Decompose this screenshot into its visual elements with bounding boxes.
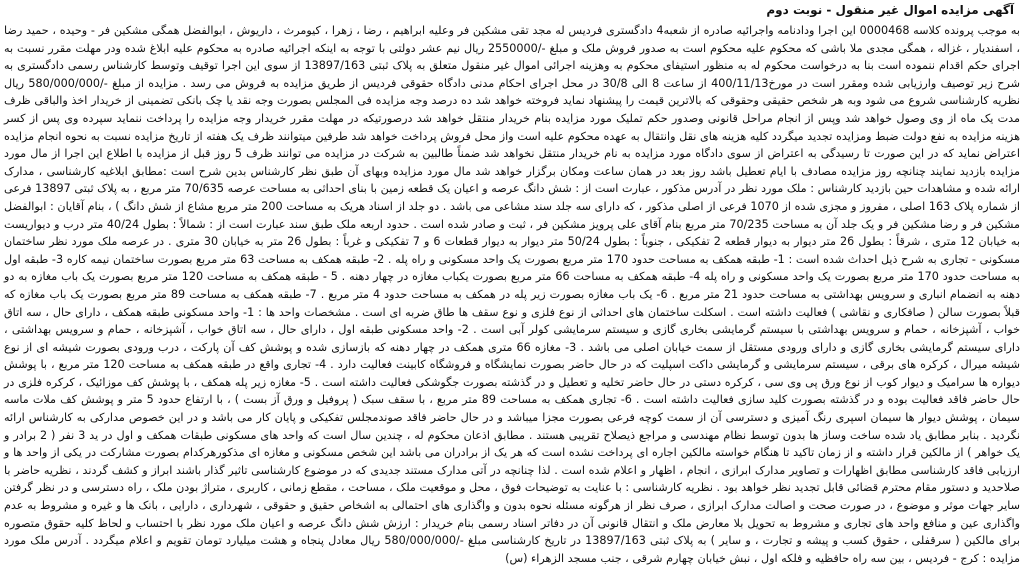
notice-title: آگهی مزایده اموال غیر منقول - نوبت دوم: [766, 3, 1014, 17]
notice-body: به موجب پرونده کلاسه 0000468 این اجرا ودادنامه واجرائیه صادره از شعبه4 دادگستری فردیس له مجد تقی مشکین فر وعلیه ابراهیم ، رضا ، زهرا ، کیومرث ، داریوش ، ابوالفضل همگی مشکین فر - وحیده ، حمید رضا ، اسفندیار ، غزاله ، همگی مجدی ملا باشی که محکوم علیه محکوم است به صدور فروش ملک و مبلغ -/2550000 ریال نیم عشر دولتی با توجه به اینکه اجرائیه صادره به محکوم علیه ابلاغ شده ودر مهلت مقرر نسبت به اجرای حکم اقدام ننموده است بنا به درخواست محکوم له به منظور استیفای محکوم به وهزینه اجرائی اموال غیر منقول متعلق به پلاک ثبتی 13897/163 از سوی این اجرا توقیف وتوسط کارشناس رسمی دادگستری به شرح زیر توصیف وارزیابی شده ومقرر است در مورخ400/11/13 از ساعت 8 الی 30/8 در محل اجرای احکام مدنی دادگاه حقوقی فردیس از طریق مزایده به فروش می رسد . مزایده از مبلغ -/580/000/000 ریال نظریه کارشناسی شروع می شود وبه هر شخص حقیقی وحقوقی که بالاترین قیمت را پیشنهاد نماید فروخته خواهد شد ده درصد وجه مزایده فی المجلس بصورت وجه نقد یا چک بانکی تضمینی از خریدار اخذ والباقی ظرف مدت یک ماه از وی وصول خواهد شد وپس از انجام مراحل قانونی وصدور حکم تملیک مورد مزایده بنام خریدار منتقل خواهد شد درصورتیکه در مهلت مقرر خریدار وجه مزایده را پرداخت ننماید سپرده وی پس از کسر هزینه مزایده به نفع دولت ضبط ومزایده تجدید میگردد کلیه هزینه های نقل وانتقال به عهده محکوم علیه است واز محل فروش پرداخت خواهد شد طرفین میتوانند ظرف یک هفته از تاریخ مزایده نسبت به نحوه انجام مزایده اعتراض نماید که در این صورت تا رسیدگی به اعتراض از سوی دادگاه مورد مزایده به نام خریدار منتقل نخواهد شد ضمناً طالبین به شرکت در مزایده می توانند ظرف 5 روز قبل از مزایده با اطلاع این اجرا از مال مورد مزایده بازدید نمایند چنانچه روز مزایده مصادف با ایام تعطیل باشد روز بعد در همان ساعت ومکان برگزار خواهد شد مال مورد مزایده وبهای آن طبق نظر کارشناس بدین شرح است :مطابق ابلاغیه کارشناسی ، مدارک ارائه شده و مشاهدات حین بازدید کارشناس : ملک مورد نظر در آدرس مذکور ، عبارت است از : شش دانگ عرصه و اعیان یک قطعه زمین با بنای احداثی به مساحت عرصه 70/635 متر مربع ، به پلاک ثبتی 13897 فرعی از شماره پلاک 163 اصلی ، مفروز و مجزی شده از 1070 فرعی از اصلی مذکور ، که دارای سه جلد سند مشاعی می باشد . دو جلد از اسناد هریک به مساحت 200 متر مربع مشاع از شش دانگ ) ، بنام آقایان : ابوالفضل مشکین فر و رضا مشکین فر و یک جلد آن به مساحت 70/235 متر مربع بنام آقای علی پرویز مشکین فر ، ثبت و صادر شده است . حدود اربعه ملک طبق سند عبارت است از : شمالاً : بطول 40/24 متر درب و دیواریست به خیابان 12 متری ، شرقاً : بطول 26 متر دیوار به دیوار قطعه 2 تفکیکی ، جنوباً : بطول 50/24 متر دیوار به دیوار قطعات 6 و 7 تفکیکی و غرباً : بطول 26 متر به خیابان 30 متری . در عرصه ملک مورد نظر ساختمان مسکونی - تجاری به شرح ذیل احداث شده است : 1- طبقه همکف به مساحت حدود 170 متر مربع بصورت یک واحد مسکونی و راه پله . 2- طبقه همکف به مساحت 63 متر مربع بصورت ساختمان نیمه کاره 3- طبقه اول به مساحت حدود 170 متر مربع بصورت یک واحد مسکونی و راه پله 4- طبقه همکف به مساحت 66 متر مربع بصورت یکباب مغازه در چهار دهنه . 5 - طبقه همکف به مساحت 120 متر مربع بصورت یک باب مغازه به دو دهنه به انضمام انباری و سرویس بهداشتی به مساحت حدود 21 متر مربع . 6- یک باب مغازه بصورت زیر پله در همکف به مساحت حدود 4 متر مربع . 7- طبقه همکف به مساحت 89 متر مربع بصورت یک باب مغازه که قبلاً بصورت سالن ( صافکاری و نقاشی ) فعالیت داشته است . اسکلت ساختمان های احداثی از نوع فلزی و نوع سقف ها طاق ضربه ای است . مشخصات واحد ها : 1- واحد مسکونی طبقه همکف ، دارای حال ، سه اتاق خواب ، آشپزخانه ، حمام و سرویس بهداشتی با سیستم گرمایشی بخاری گازی و سیستم سرمایشی کولر آبی است . 2- واحد مسکونی طبقه اول ، دارای حال ، سه اتاق خواب ، آشپزخانه ، حمام و سرویس بهداشتی ، دارای سیستم گرمایشی بخاری گازی و دارای ورودی مستقل از سمت خیابان اصلی می باشد . 3- مغازه 66 متری همکف در چهار دهنه که بازسازی شده و پوشش کف آن پارکت ، درب ورودی بصورت شیشه ای از نوع شیشه میرال ، کرکره های برقی ، سیستم سرمایشی و گرمایشی داکت اسپلیت که در حال حاضر بصورت نمایشگاه و فروشگاه کابینت فعالیت دارد . 4- تجاری واقع در طبقه همکف به مساحت 120 متر مربع ، با پوشش دیواره ها سرامیک و دیوار کوب از نوع ورق پی وی سی ، کرکره دستی در حال حاضر تخلیه و تعطیل و در گذشته بصورت جگوشکی فعالیت داشته است . 5- مغازه زیر پله همکف ، با پوشش کف موزائیک ، کرکره فلزی در حال حاضر فاقد فعالیت بوده و در گذشته بصورت کلید سازی فعالیت داشته است . 6- تجاری همکف به مساحت 89 متر مربع ، با سقف سبک ( پروفیل و ورق آز بست ) ، با ارتفاع حدود 5 متر و پوشش کف ملات ماسه سیمان ، پوشش دیوار ها سیمان اسپری رنگ آمیزی و دسترسی آن از سمت کوچه فرعی بصورت مجزا میباشد و در حال حاضر فاقد صوندمجلس تفکیکی و پایان کار می باشد و در این خصوص مدارکی به کارشناس ارائه نگردید . بنابر مطابق یاد شده ساخت وساز ها بدون توسط نظام مهندسی و مراجع ذیصلاح تقریبی هستند . مطابق اذعان محکوم له ، چندین سال است که واحد های مسکونی طبقات همکف و اول در ید 3 نفر ( 2 برادر و یک خواهر ) از مالکین قرار داشته و از زمان تاکید تا هنگام خواسته مالکین اجاره ای پرداخت نشده است که هر یک از برادران می باشد این شخص مسکونی و مغازه ای مذکورهرکدام بصورت مشارکت در یکی از واحد ها و ارزیابی فاقد کارشناسی مطابق اظهارات و تصاویر مدارک ابرازی ، انجام ، اظهار و اعلام شده است . لذا چنانچه در آتی مدارک مستند جدیدی که در موضوع کارشناسی تاثیر گذار باشند ابراز و کشف گردند ، نظریه حاضر با صلاحدید و دستور مقام محترم قضائی قابل تجدید نظر خواهد بود . نظریه کارشناسی : با عنایت به توضیحات فوق ، محل و موقعیت ملک ، مساحت ، مقطع زمانی ، کاربری ، متراژ بودن ملک ، راه دسترسی و در نظر گرفتن سایر جهات موثر و موضوع ، در صورت صحت و اصالت مدارک ابرازی ، صرف نظر از هرگونه مسئله نحوه بدون و واگذاری های احتمالی به اشخاص حقیق و حقوقی ، شهرداری ، دارایی ، بانک ها و غیره و مشروط به عدم واگذاری عین و منافع واحد های تجاری و مشروط به تحویل بلا معارض ملک و انتقال قانونی آن در دفاتر اسناد رسمی بنام خریدار : ارزش شش دانگ عرصه و اعیان ملک مورد نظر با احتساب و لحاظ کلیه حقوق متصوره برای مالکین ( سرقفلی ، حقوق کسب و پیشه و تجارت ، و سایر ) به پلاک ثبتی 13897/163 در تاریخ کارشناسی مبلغ -/580/000/000 ریال معادل پنجاه و هشت میلیارد تومان تقویم و اعلام میگردد . آدرس ملک مورد مزایده : کرج - فردیس ، بین سه راه حافظیه و فلکه اول ، نبش خیابان چهارم شرقی ، جنب مسجد الزهراء (س): [4, 24, 1021, 565]
